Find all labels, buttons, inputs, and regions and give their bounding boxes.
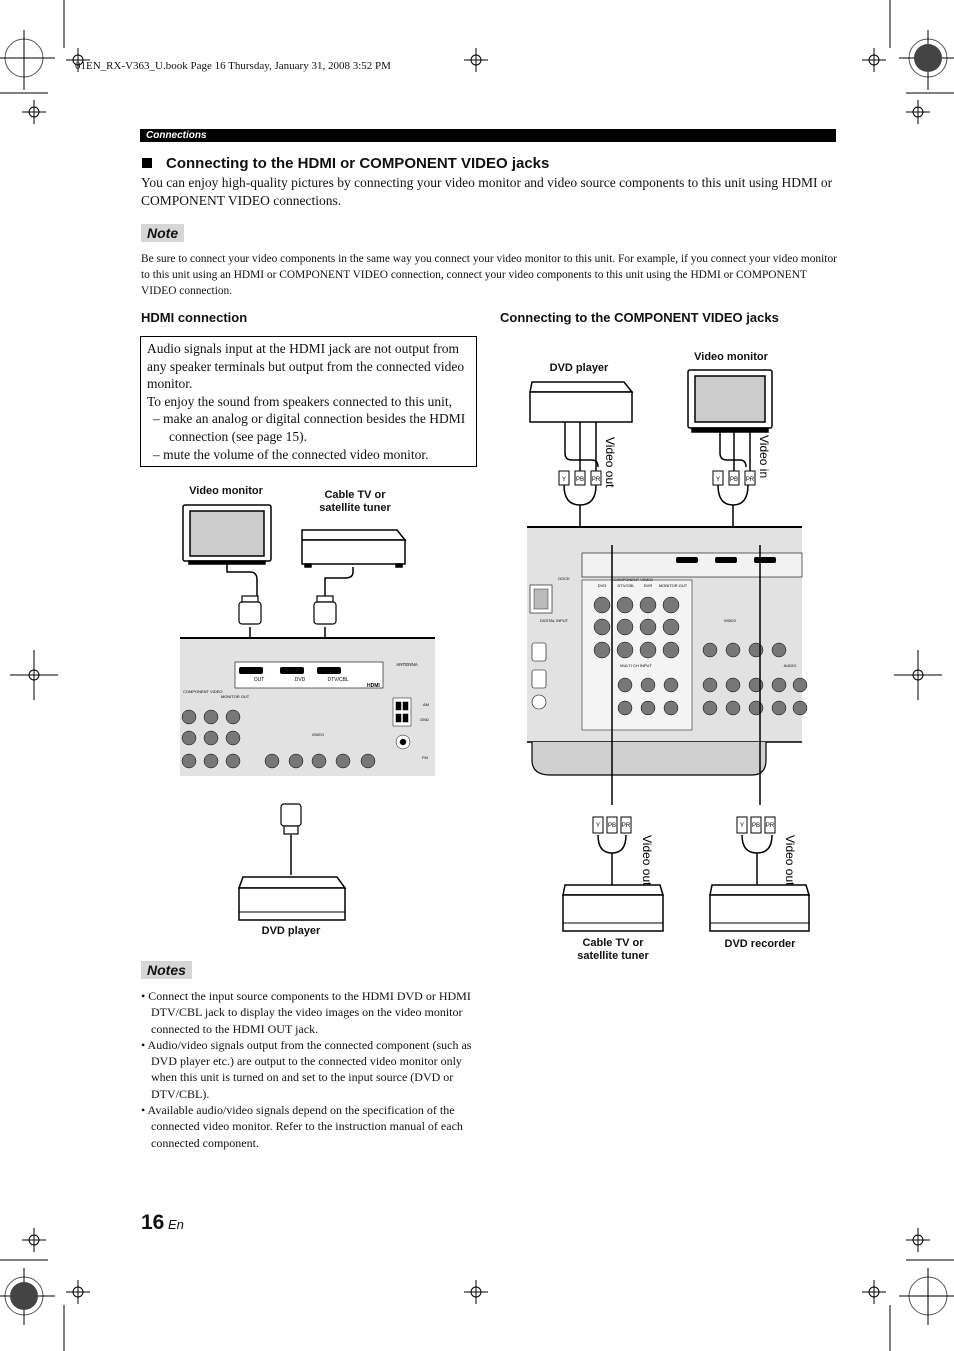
- comp-video-monitor-label: Video monitor: [694, 351, 768, 363]
- panel-out-label: OUT: [253, 677, 265, 683]
- jack-y-label: Y: [715, 477, 721, 483]
- hdmi-info-dash1: – make an analog or digital connection besides the HDMI connection (see page 15).: [153, 411, 466, 444]
- component-connection-diagram: [520, 365, 810, 935]
- hdmi-heading: HDMI connection: [141, 310, 248, 325]
- hdmi-dvd-player-box: [239, 877, 345, 920]
- comp-dvd-player-label: DVD player: [549, 362, 609, 374]
- hdmi-video-monitor: [183, 505, 271, 564]
- component-heading: Connecting to the COMPONENT VIDEO jacks: [500, 310, 779, 325]
- page-number: 16: [141, 1211, 165, 1234]
- notes-label: Notes: [141, 961, 192, 979]
- panel-hdmi-label: HDMI: [367, 683, 380, 689]
- intro-paragraph: You can enjoy high-quality pictures by connecting your video monitor and video source components to this unit using HDMI or COMPONENT VIDEO connections.: [141, 175, 833, 208]
- comp-panel-component-label: COMPONENT VIDEO: [613, 577, 653, 582]
- comp-cable-tv-box: [563, 885, 663, 931]
- hdmi-receiver-panel: [180, 638, 435, 776]
- section-title-text: Connecting to the HDMI or COMPONENT VIDEO jacks: [166, 155, 550, 172]
- jack-y-label: Y: [561, 477, 567, 483]
- jack-pr-label: PR: [765, 823, 775, 829]
- comp-dvd-player-box: [530, 382, 632, 422]
- jack-pr-label: PR: [591, 477, 601, 483]
- comp-panel-monitor-label: MONITOR OUT: [658, 583, 688, 588]
- page-language: En: [168, 1217, 184, 1232]
- hdmi-info-line1: Audio signals input at the HDMI jack are not output from any speaker terminals but output from the connected video monitor.: [147, 341, 465, 392]
- panel-fm-label: FM: [422, 755, 428, 760]
- panel-antenna-label: ANTENNA: [396, 662, 418, 667]
- list-item: • Available audio/video signals depend on the specification of the connected video monitor. Refer to the instruction manual of each connected component.: [141, 1103, 463, 1150]
- comp-panel-dock-label: DOCK: [558, 576, 570, 581]
- comp-panel-digital-label: DIGITAL INPUT: [539, 618, 569, 623]
- jack-pr-label: PR: [745, 477, 755, 483]
- panel-component-label: COMPONENT VIDEO: [183, 689, 223, 694]
- square-bullet-icon: [142, 158, 152, 168]
- video-out-label: Video out: [783, 835, 797, 886]
- comp-panel-dvr-label: DVR: [643, 583, 653, 588]
- video-out-label: Video out: [603, 437, 617, 488]
- hdmi-cable-tv-label: Cable TV or satellite tuner: [319, 489, 391, 514]
- note-label: Note: [141, 224, 184, 242]
- panel-dtv-label: DTV/CBL: [327, 677, 349, 683]
- hdmi-connection-diagram: [175, 500, 440, 925]
- list-item: • Connect the input source components to the HDMI DVD or HDMI DTV/CBL jack to display the video images on the video monitor connected to the HDMI OUT jack.: [141, 989, 471, 1036]
- comp-panel-dtv-label: DTV/CBL: [617, 583, 635, 588]
- jack-pb-label: PB: [575, 477, 585, 483]
- rca-plug-icons: [559, 471, 755, 485]
- panel-monitor-out-label: MONITOR OUT: [220, 694, 250, 699]
- notes-list: [141, 988, 479, 1151]
- jack-pb-label: PB: [607, 823, 617, 829]
- panel-gnd-label: GND: [420, 717, 429, 722]
- video-in-label: Video in: [757, 435, 771, 479]
- hdmi-video-monitor-label: Video monitor: [189, 485, 263, 497]
- comp-cable-tv-label: Cable TV or satellite tuner: [577, 937, 649, 962]
- hdmi-dvd-player-label: DVD player: [261, 925, 321, 937]
- comp-video-monitor: [688, 370, 772, 432]
- file-info-line: 01EN_RX-V363_U.book Page 16 Thursday, January 31, 2008 3:52 PM: [75, 60, 391, 72]
- jack-pr-label: PR: [621, 823, 631, 829]
- list-item: • Audio/video signals output from the connected component (such as DVD player etc.) are output to the connected video monitor only when this unit is turned on and set to the input source (DVD or DTV/CBL).: [141, 1037, 472, 1101]
- hdmi-info-dash2: – mute the volume of the connected video monitor.: [153, 446, 429, 462]
- section-bar: Connections: [140, 129, 836, 142]
- video-out-label: Video out: [640, 835, 654, 886]
- panel-video-label: VIDEO: [311, 732, 325, 737]
- jack-pb-label: PB: [729, 477, 739, 483]
- note-text: Be sure to connect your video components in the same way you connect your video monitor to this unit. For example, if you connect your video monitor to this unit using an HDMI or COMPONENT VIDEO connection, connect your video components to this unit using the HDMI or COMPONENT VIDEO connection.: [141, 253, 837, 297]
- jack-y-label: Y: [739, 823, 745, 829]
- comp-panel-video-label: VIDEO: [723, 618, 737, 623]
- hdmi-info-box: [140, 336, 477, 467]
- jack-y-label: Y: [595, 823, 601, 829]
- hdmi-info-line2: To enjoy the sound from speakers connected to this unit,: [147, 393, 452, 409]
- comp-panel-multich-label: MULTI CH INPUT: [620, 663, 652, 668]
- comp-panel-audio-label: AUDIO: [783, 663, 797, 668]
- section-title: [142, 155, 549, 172]
- comp-receiver-panel: [527, 527, 807, 775]
- comp-dvd-recorder-label: DVD recorder: [724, 938, 796, 950]
- panel-dvd-label: DVD: [294, 677, 306, 683]
- hdmi-cable-tv-box: [302, 530, 405, 567]
- comp-panel-dvd-label: DVD: [597, 583, 607, 588]
- comp-dvd-recorder-box: [710, 885, 809, 931]
- jack-pb-label: PB: [751, 823, 761, 829]
- panel-am-label: AM: [423, 702, 429, 707]
